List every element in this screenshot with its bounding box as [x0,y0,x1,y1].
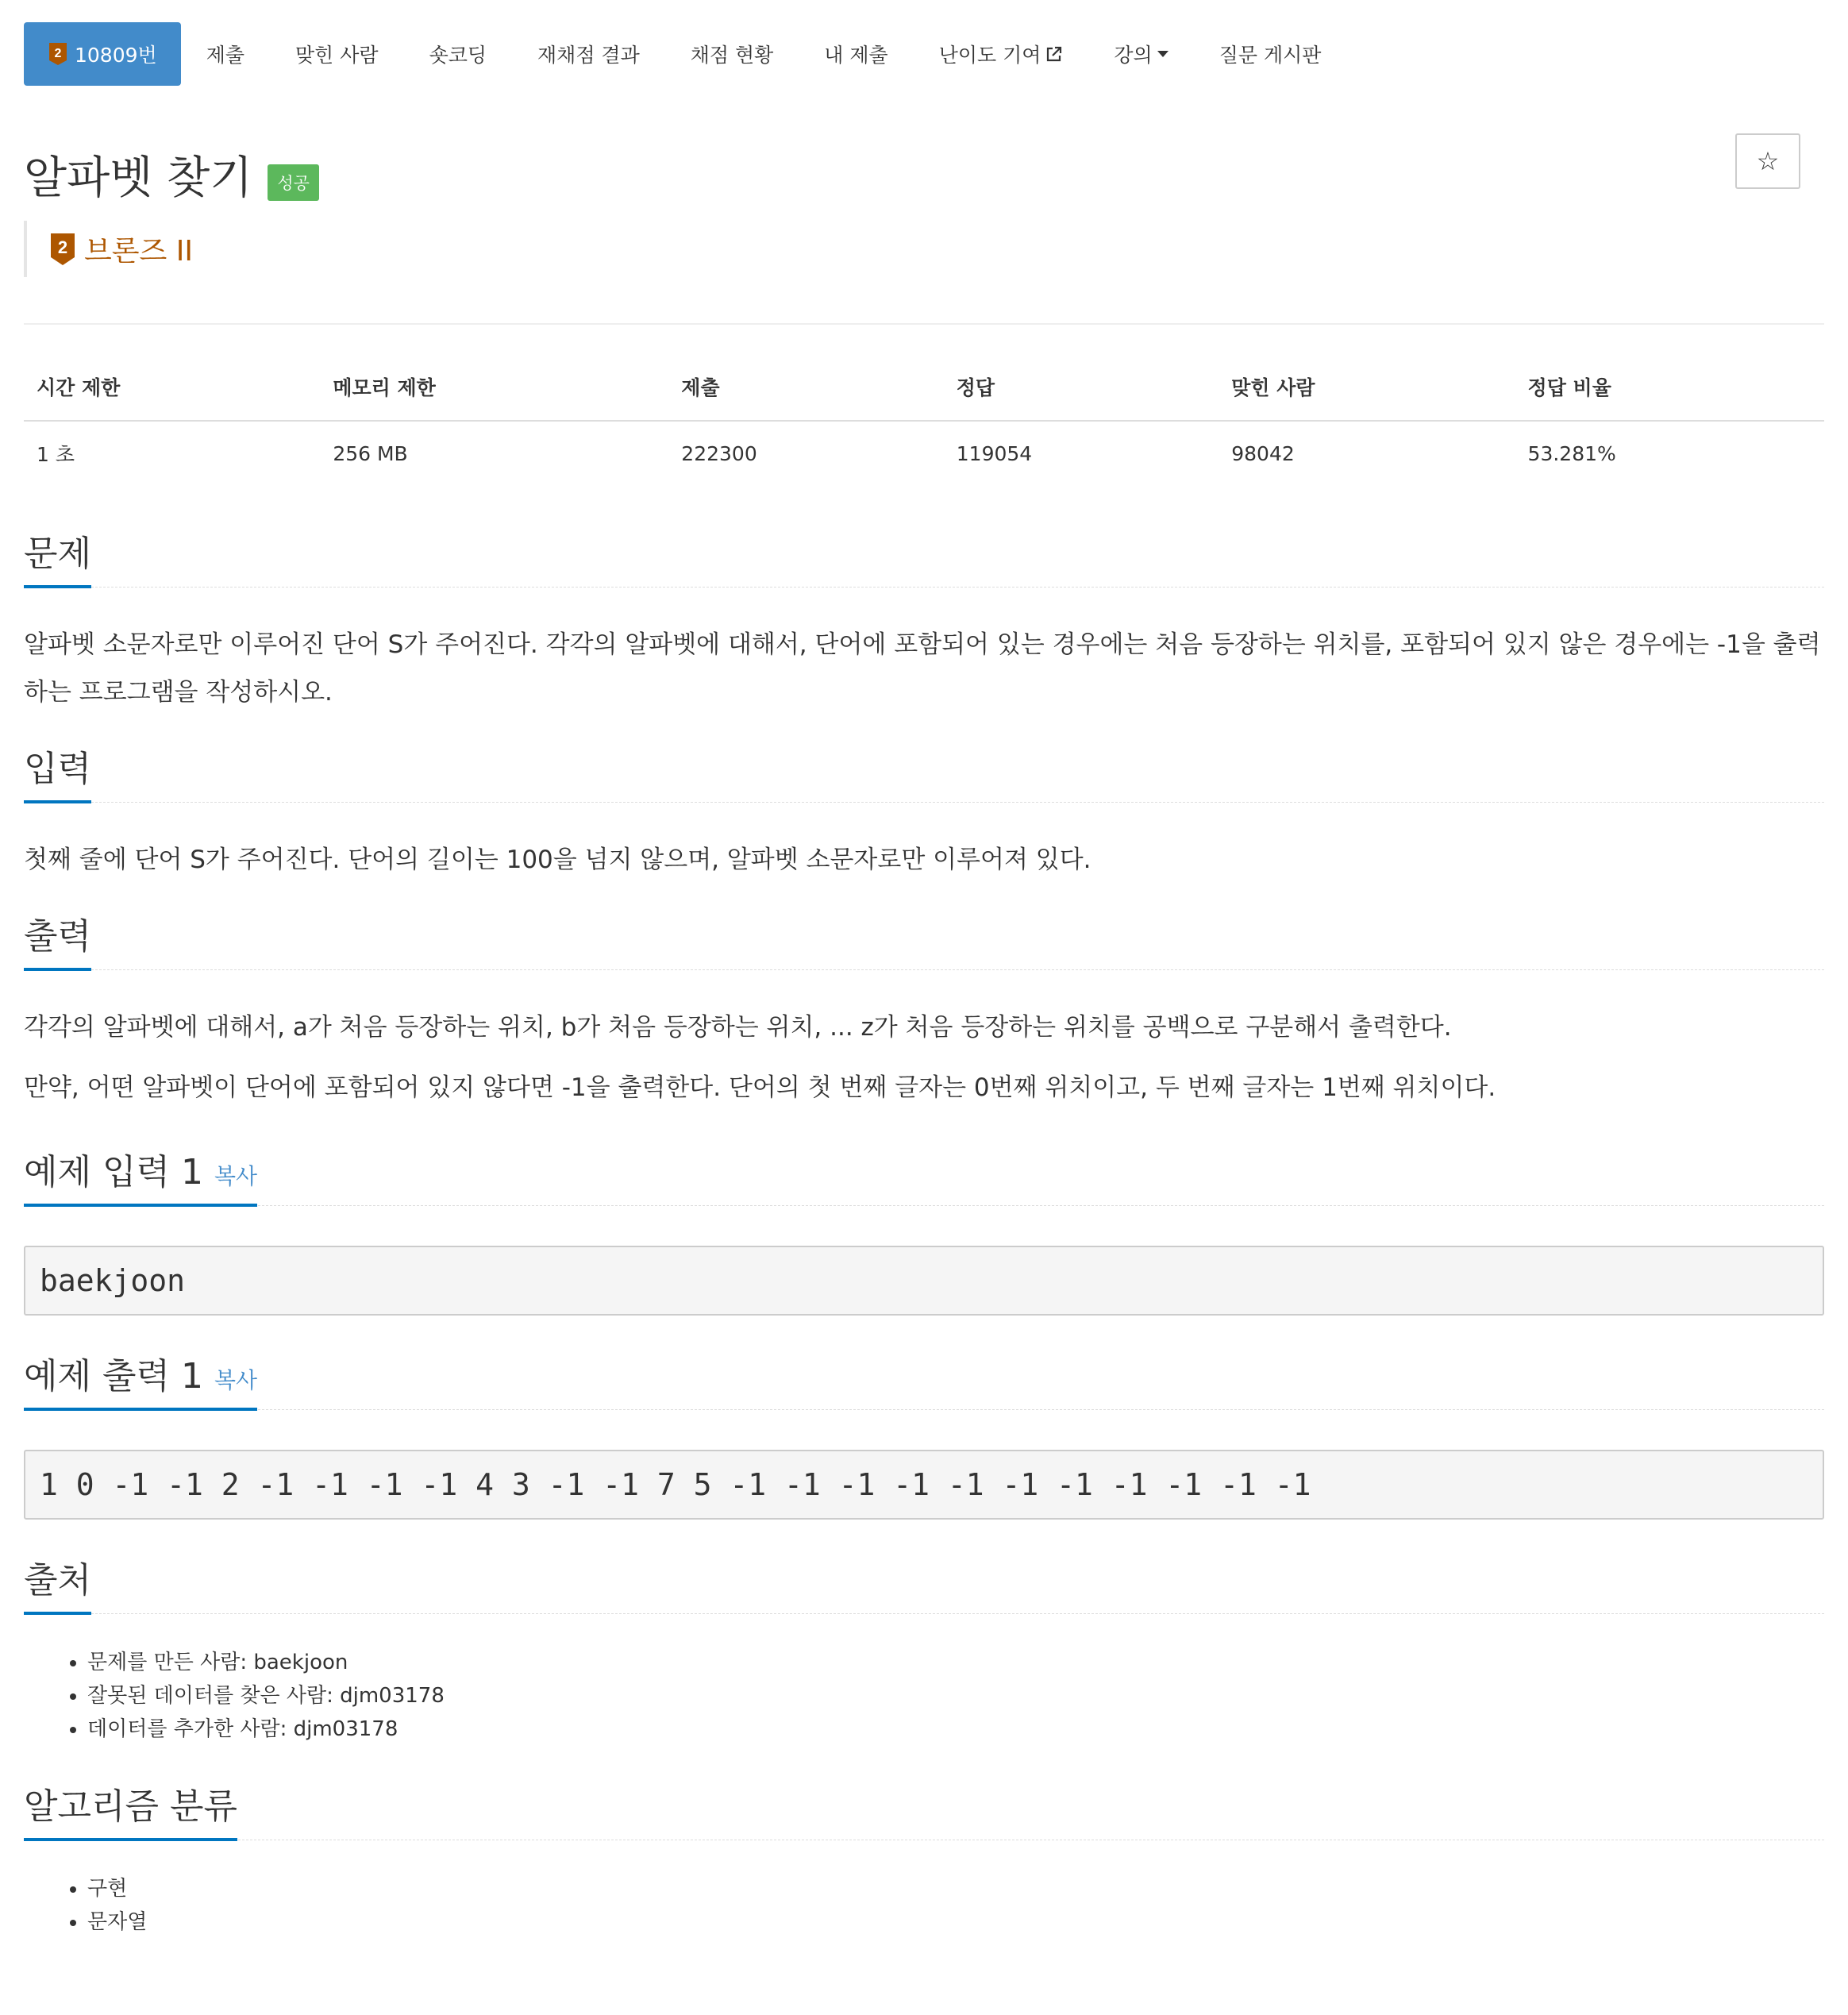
section-source [24,1551,1824,1746]
external-link-icon [1045,45,1063,63]
title-row [24,143,1824,204]
copy-sample-output-link[interactable]: 복사 [214,1367,258,1393]
list-item: • 잘못된 데이터를 찾은 사람: djm03178 [87,1679,1824,1713]
section-header [24,1347,1824,1410]
section-title: 입력 [24,740,91,791]
bronze-tier-icon [48,41,68,67]
cell-time-limit: 1 초 [37,443,75,466]
table-header-row [24,363,1824,421]
nav-difficulty-contribution[interactable] [914,22,1089,86]
sample-input-box: baekjoon [24,1246,1824,1316]
nav-lecture-label: 강의 [1114,44,1153,67]
nav-submit[interactable] [181,22,270,86]
nav-submit-label: 제출 [206,44,244,67]
divider [24,323,1824,325]
section-title: 출력 [24,907,91,958]
tier-label: 브론즈 II [84,235,194,268]
header-accept-rate: 정답 비율 [1515,363,1824,421]
problem-info-table [24,363,1824,485]
nav-my-submissions[interactable] [799,22,913,86]
cell-memory-limit: 256 MB [333,441,408,465]
section-sample-input [24,1143,1824,1316]
status-badge: 성공 [268,164,319,201]
copy-sample-input-link[interactable]: 복사 [214,1163,258,1189]
nav-lecture-dropdown[interactable] [1088,22,1193,86]
list-item: • 문제를 만든 사람: baekjoon [87,1646,1824,1679]
nav-short-coding[interactable] [404,22,512,86]
cell-submissions: 222300 [681,441,757,465]
algorithm-list [24,1872,1824,1939]
header-memory-limit: 메모리 제한 [320,363,668,421]
nav-qna-board[interactable] [1194,22,1347,86]
section-header [24,907,1824,970]
nav-solved-users-label: 맞힌 사람 [295,44,379,67]
description-text: 알파벳 소문자로만 이루어진 단어 S가 주어진다. 각각의 알파벳에 대해서, 단어에 포함되어 있는 경우에는 처음 등장하는 위치를, 포함되어 있지 않은 경우에는 -1을 출력하는 프로그램을 작성하시오. [24,630,1821,707]
nav-problem-number[interactable] [24,22,181,86]
section-sample-output [24,1347,1824,1520]
nav-difficulty-contribution-label: 난이도 기여 [938,44,1041,67]
cell-accepted: 119054 [956,441,1033,465]
header-time-limit: 시간 제한 [24,363,320,421]
problem-title: 알파벳 찾기 [24,152,253,204]
bronze-tier-icon [49,232,76,267]
sample-output-title: 예제 출력 1 [24,1356,203,1397]
nav-problem-number-label: 10809번 [75,44,157,67]
table-row [24,421,1824,485]
nav-judge-status-label: 채점 현황 [690,44,774,67]
nav-solved-users[interactable] [270,22,404,86]
cell-accept-rate: 53.281% [1527,441,1616,465]
sample-output-box: 1 0 -1 -1 2 -1 -1 -1 -1 4 3 -1 -1 7 5 -1 -1 -1 -1 -1 -1 -1 -1 -1 -1 -1 [24,1450,1824,1520]
nav-qna-board-label: 질문 게시판 [1219,44,1322,67]
cell-solved-users: 98042 [1231,441,1295,465]
input-text: 첫째 줄에 단어 S가 주어진다. 단어의 길이는 100을 넘지 않으며, 알파벳 소문자로만 이루어져 있다. [24,846,1091,874]
section-title: 알고리즘 분류 [24,1778,237,1828]
output-text-2: 만약, 어떤 알파벳이 단어에 포함되어 있지 않다면 -1을 출력한다. 단어의 첫 번째 글자는 0번째 위치이고, 두 번째 글자는 1번째 위치이다. [24,1073,1496,1102]
header-accepted: 정답 [944,363,1219,421]
output-text-1: 각각의 알파벳에 대해서, a가 처음 등장하는 위치, b가 처음 등장하는 위치, ... z가 처음 등장하는 위치를 공백으로 구분해서 출력한다. [24,1013,1452,1042]
favorite-star-button[interactable] [1735,133,1800,189]
section-description [24,525,1824,716]
header-submissions: 제출 [668,363,943,421]
section-title: 출처 [24,1551,91,1602]
nav-rejudge-result[interactable] [512,22,665,86]
source-list [24,1646,1824,1746]
section-title: 문제 [24,525,91,576]
caret-down-icon [1157,51,1168,57]
svg-text:2: 2 [57,237,68,257]
nav-short-coding-label: 숏코딩 [429,44,487,67]
section-header [24,1143,1824,1206]
problem-tier [24,221,1824,277]
star-icon: ☆ [1756,146,1780,176]
nav-my-submissions-label: 내 제출 [824,44,888,67]
section-output [24,907,1824,1112]
header-solved-users: 맞힌 사람 [1219,363,1515,421]
section-title [24,1347,257,1398]
list-item: • 데이터를 추가한 사람: djm03178 [87,1713,1824,1746]
section-algorithm [24,1778,1824,1939]
problem-page [0,22,1848,1939]
section-header [24,1551,1824,1614]
nav-judge-status[interactable] [665,22,799,86]
list-item[interactable]: • 문자열 [87,1905,1824,1939]
svg-text:2: 2 [54,47,62,60]
section-header [24,525,1824,588]
sample-input-title: 예제 입력 1 [24,1152,203,1192]
section-title [24,1143,257,1194]
list-item[interactable]: • 구현 [87,1872,1824,1905]
section-input [24,740,1824,884]
nav-rejudge-result-label: 재채점 결과 [537,44,640,67]
section-header [24,740,1824,803]
problem-nav [24,22,1824,86]
section-header [24,1778,1824,1840]
